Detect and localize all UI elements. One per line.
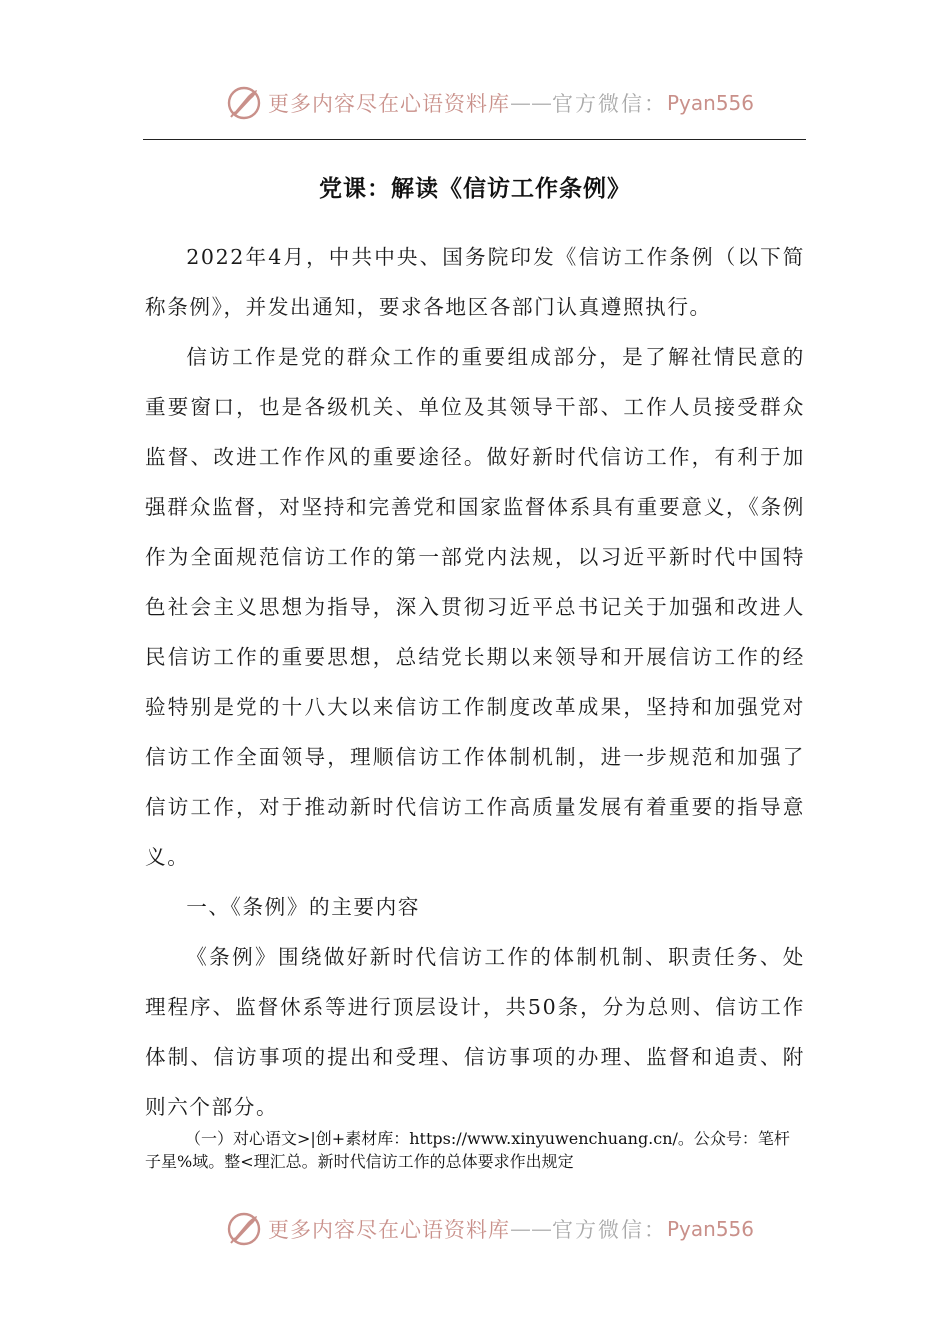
watermark-wechat-id: Pyan556 [667,1217,755,1241]
paragraph-intro: 2022年4月，中共中央、国务院印发《信访工作条例（以下简称条例》，并发出通知，要求各地区各部门认真遵照执行。 [145,245,805,319]
watermark-text: 更多内容尽在心语资料库 [268,1218,510,1242]
header-watermark [226,83,755,123]
footer-watermark [226,1209,755,1249]
paragraph-significance: 信访工作是党的群众工作的重要组成部分，是了解社情民意的重要窗口，也是各级机关、单位及其领导干部、工作人员接受群众监督、改进工作作风的重要途径。做好新时代信访工作，有利于加强群众监督，对坚持和完善党和国家监督体系具有重要意义，《条例作为全面规范信访工作的第一部党内法规，以习近平新时代中国特色社会主义思想为指导，深入贯彻习近平总书记关于加强和改进人民信访工作的重要思想，总结党长期以来领导和开展信访工作的经验特别是党的十八大以来信访工作制度改革成果，坚持和加强党对信访工作全面领导，理顺信访工作体制机制，进一步规范和加强了信访工作，对于推动新时代信访工作高质量发展有着重要的指导意义。 [145,345,805,869]
watermark-wechat-label: 官方微信： [552,92,667,116]
watermark-text: 更多内容尽在心语资料库 [268,92,510,116]
header-divider [143,139,806,140]
section-heading: 一、《条例》的主要内容 [186,895,421,919]
document-body [145,232,805,1132]
watermark-dash: —— [510,91,552,115]
quill-pen-logo-icon [226,85,262,121]
page-title: 党课：解读《信访工作条例》 [319,176,631,202]
footnote-text: （一）对心语文>|创+素材库：https://www.xinyuwenchuang.cn/。公众号：笔杆子星%域。整<理汇总。新时代信访工作的总体要求作出规定 [145,1129,790,1171]
watermark-wechat-label: 官方微信： [552,1218,667,1242]
watermark-wechat-id: Pyan556 [667,91,755,115]
quill-pen-logo-icon [226,1211,262,1247]
watermark-dash: —— [510,1217,552,1241]
paragraph-structure: 《条例》围绕做好新时代信访工作的体制机制、职责任务、处理程序、监督休系等进行顶层设计，共50条，分为总则、信访工作体制、信访事项的提出和受理、信访事项的办理、监督和追责、附则六个部分。 [145,945,805,1119]
